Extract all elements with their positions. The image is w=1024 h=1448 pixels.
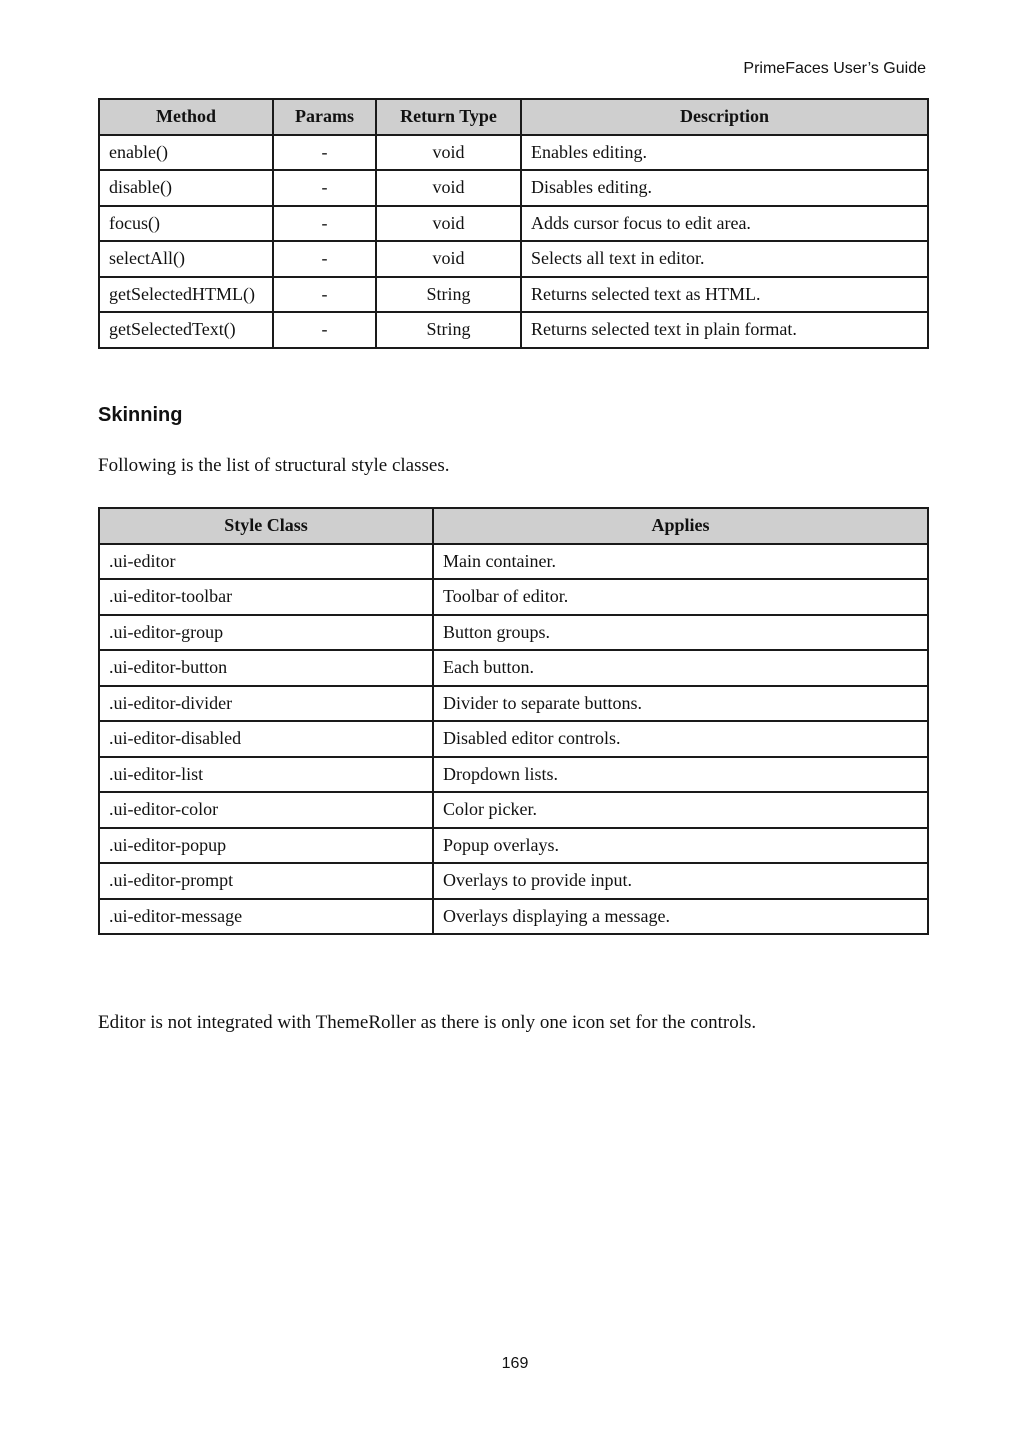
return-type-cell: void: [376, 170, 521, 206]
style-class-cell: .ui-editor-toolbar: [99, 579, 433, 615]
description-cell: Disables editing.: [521, 170, 928, 206]
table-row: [99, 277, 928, 313]
applies-cell: Toolbar of editor.: [433, 579, 928, 615]
applies-cell: Overlays to provide input.: [433, 863, 928, 899]
page-number: 169: [501, 1355, 529, 1372]
return-type-cell: void: [376, 206, 521, 242]
style-class-cell: .ui-editor-color: [99, 792, 433, 828]
column-header-style-class: Style Class: [99, 508, 433, 544]
table-row: [99, 170, 928, 206]
column-header-return-type: Return Type: [376, 99, 521, 135]
style-class-cell: .ui-editor-group: [99, 615, 433, 651]
applies-cell: Divider to separate buttons.: [433, 686, 928, 722]
params-cell: -: [273, 312, 376, 348]
table-row: [99, 135, 928, 171]
method-cell: focus(): [99, 206, 273, 242]
params-cell: -: [273, 135, 376, 171]
method-cell: getSelectedText(): [99, 312, 273, 348]
method-cell: disable(): [99, 170, 273, 206]
style-class-cell: .ui-editor-disabled: [99, 721, 433, 757]
description-cell: Adds cursor focus to edit area.: [521, 206, 928, 242]
return-type-cell: void: [376, 135, 521, 171]
column-header-params: Params: [273, 99, 376, 135]
applies-cell: Color picker.: [433, 792, 928, 828]
intro-paragraph: Following is the list of structural style classes.: [98, 455, 450, 476]
applies-cell: Dropdown lists.: [433, 757, 928, 793]
style-class-cell: .ui-editor-prompt: [99, 863, 433, 899]
table-row: [99, 206, 928, 242]
applies-cell: Overlays displaying a message.: [433, 899, 928, 935]
column-header-description: Description: [521, 99, 928, 135]
method-cell: enable(): [99, 135, 273, 171]
table-row: [99, 544, 928, 580]
applies-cell: Disabled editor controls.: [433, 721, 928, 757]
applies-cell: Each button.: [433, 650, 928, 686]
params-cell: -: [273, 206, 376, 242]
table-row: [99, 241, 928, 277]
params-cell: -: [273, 241, 376, 277]
section-heading-skinning: Skinning: [98, 404, 183, 426]
style-classes-table: [98, 507, 929, 935]
applies-cell: Main container.: [433, 544, 928, 580]
applies-cell: Button groups.: [433, 615, 928, 651]
style-class-cell: .ui-editor-button: [99, 650, 433, 686]
return-type-cell: void: [376, 241, 521, 277]
table-row: [99, 863, 928, 899]
method-cell: selectAll(): [99, 241, 273, 277]
methods-table: [98, 98, 929, 349]
description-cell: Enables editing.: [521, 135, 928, 171]
description-cell: Returns selected text in plain format.: [521, 312, 928, 348]
running-header: PrimeFaces User’s Guide: [743, 60, 926, 77]
description-cell: Returns selected text as HTML.: [521, 277, 928, 313]
style-class-cell: .ui-editor-message: [99, 899, 433, 935]
table-row: [99, 721, 928, 757]
table-row: [99, 899, 928, 935]
description-cell: Selects all text in editor.: [521, 241, 928, 277]
method-cell: getSelectedHTML(): [99, 277, 273, 313]
table-row: [99, 828, 928, 864]
column-header-applies: Applies: [433, 508, 928, 544]
style-class-cell: .ui-editor-divider: [99, 686, 433, 722]
params-cell: -: [273, 170, 376, 206]
table-row: [99, 579, 928, 615]
params-cell: -: [273, 277, 376, 313]
style-class-cell: .ui-editor-list: [99, 757, 433, 793]
return-type-cell: String: [376, 312, 521, 348]
table-row: [99, 686, 928, 722]
table-row: [99, 650, 928, 686]
style-header-row: [99, 508, 928, 544]
return-type-cell: String: [376, 277, 521, 313]
table-row: [99, 615, 928, 651]
table-row: [99, 792, 928, 828]
closing-paragraph: Editor is not integrated with ThemeRoller as there is only one icon set for the controls.: [98, 1012, 757, 1033]
style-class-cell: .ui-editor-popup: [99, 828, 433, 864]
column-header-method: Method: [99, 99, 273, 135]
style-class-cell: .ui-editor: [99, 544, 433, 580]
table-row: [99, 757, 928, 793]
methods-header-row: [99, 99, 928, 135]
applies-cell: Popup overlays.: [433, 828, 928, 864]
table-row: [99, 312, 928, 348]
